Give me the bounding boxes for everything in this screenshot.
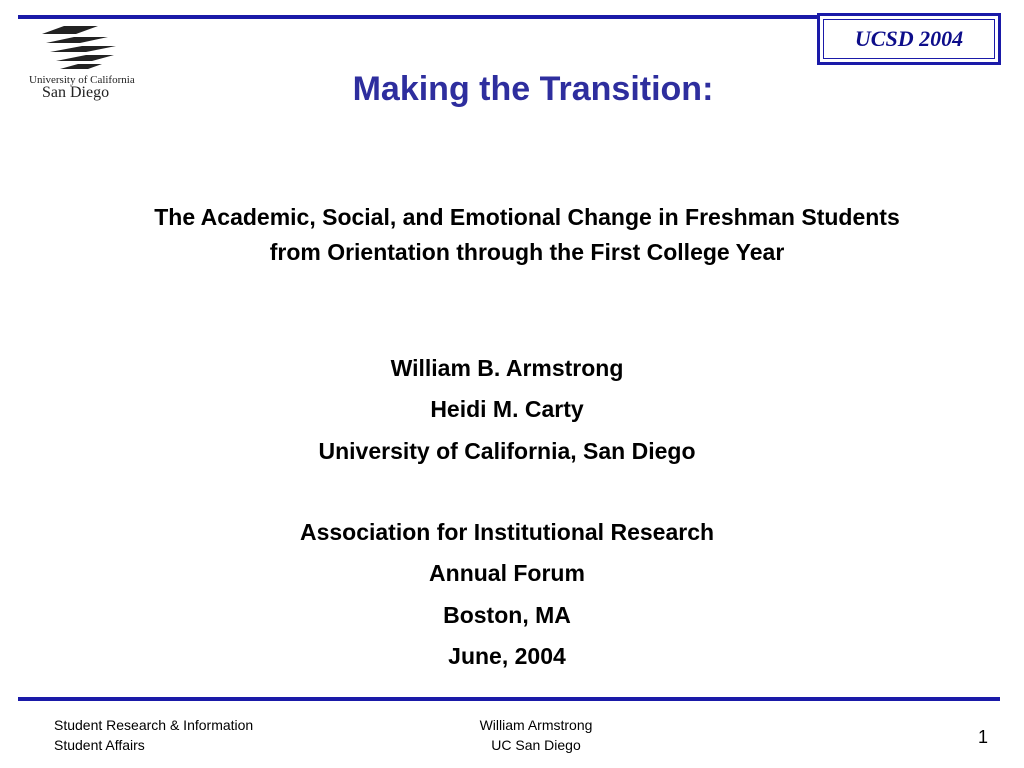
event-location: Boston, MA [443, 602, 571, 628]
footer-department [54, 715, 253, 755]
footer-presenter [436, 715, 636, 755]
ucsd-badge [817, 13, 1001, 65]
footer-department-line: Student Research & Information [54, 717, 254, 733]
author-name: Heidi M. Carty [430, 396, 584, 422]
event-date: June, 2004 [448, 643, 566, 669]
logo-text-university: University of California [29, 74, 135, 86]
page-number: 1 [978, 727, 989, 747]
author-name: William B. Armstrong [390, 355, 624, 381]
ucsd-logo-mark-icon [40, 24, 120, 72]
institution: University of California, San Diego [318, 438, 696, 464]
event-name: Association for Institutional Research [299, 519, 715, 545]
badge-inner-frame [823, 19, 995, 59]
logo-text-campus: San Diego [42, 84, 110, 101]
footer-presenter-line: UC San Diego [491, 737, 581, 753]
badge-text: UCSD 2004 [854, 26, 964, 51]
footer-department-line: Student Affairs [54, 737, 145, 753]
slide-title: Making the Transition: [352, 70, 714, 108]
event-forum: Annual Forum [429, 560, 585, 586]
footer-rule [18, 697, 1000, 701]
footer-presenter-line: William Armstrong [479, 717, 593, 733]
slide-subtitle: The Academic, Social, and Emotional Change in Freshman Students from Orientation through the First College Year [154, 204, 900, 265]
